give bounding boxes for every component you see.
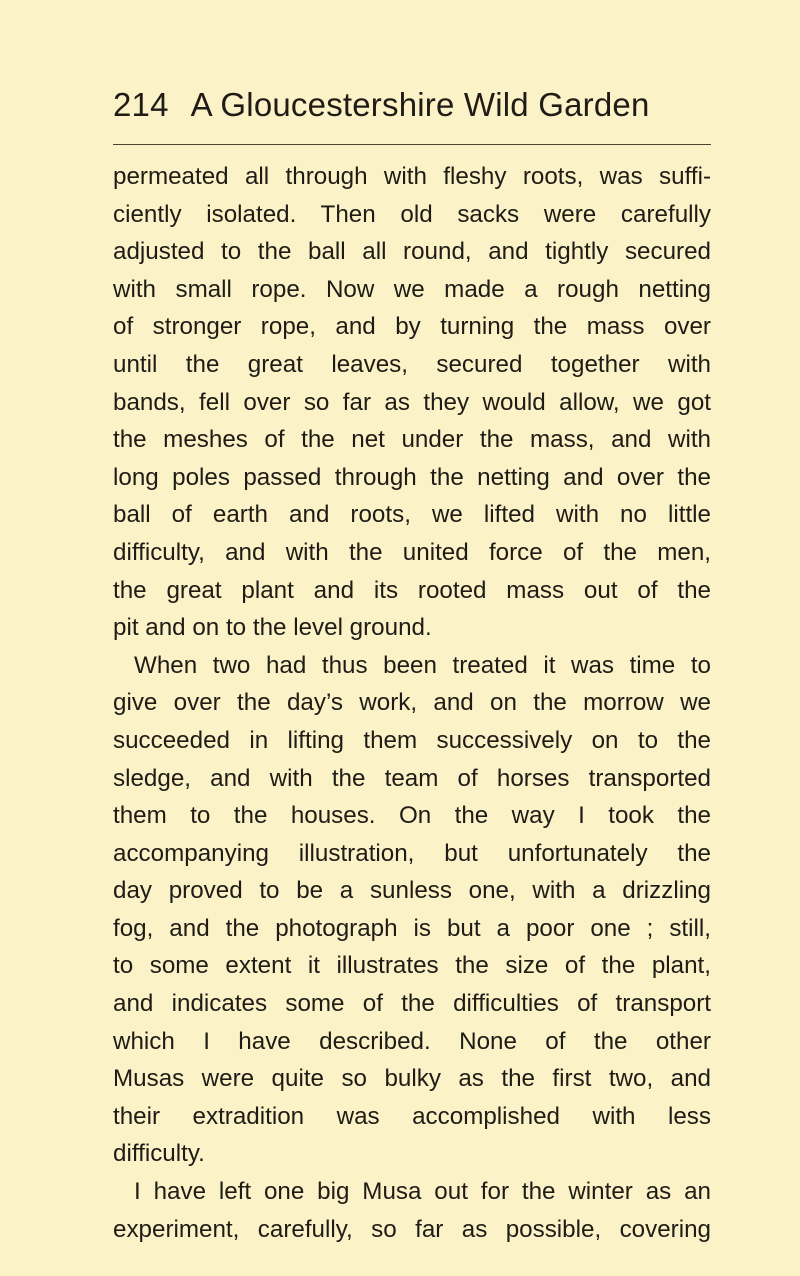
text-line: sledge, and with the team of horses transported: [113, 764, 711, 792]
page-header: [113, 86, 713, 136]
text-line: difficulty, and with the united force of the men,: [113, 538, 711, 566]
body-text: [113, 158, 711, 1248]
text-line: long poles passed through the netting and over the: [113, 463, 711, 491]
text-line: permeated all through with fleshy roots, was suffi-: [113, 163, 711, 190]
text-line: with small rope. Now we made a rough netting: [113, 275, 711, 303]
text-line: day proved to be a sunless one, with a drizzling: [113, 877, 711, 905]
paragraph-first-line: When two had thus been treated it was time to: [134, 651, 711, 679]
text-line: which I have described. None of the other: [113, 1027, 711, 1055]
running-title: A Gloucestershire Wild Garden: [190, 86, 650, 123]
page-number: 214: [113, 86, 169, 123]
text-line: accompanying illustration, but unfortunately the: [113, 839, 711, 867]
text-line: and indicates some of the difficulties of transport: [113, 990, 711, 1018]
text-line: ciently isolated. Then old sacks were carefully: [113, 200, 711, 228]
text-line: difficulty.: [113, 1140, 205, 1168]
text-line: fog, and the photograph is but a poor one ; still,: [113, 914, 711, 942]
text-line: experiment, carefully, so far as possible, covering: [113, 1215, 711, 1243]
text-line: adjusted to the ball all round, and tightly secured: [113, 238, 711, 266]
text-line: of stronger rope, and by turning the mass over: [113, 313, 711, 341]
text-line: the great plant and its rooted mass out of the: [113, 576, 711, 604]
text-line: Musas were quite so bulky as the first two, and: [113, 1065, 711, 1093]
text-line: give over the day’s work, and on the morrow we: [113, 689, 711, 717]
text-line: succeeded in lifting them successively on to the: [113, 726, 711, 754]
text-line: to some extent it illustrates the size of the plant,: [113, 952, 711, 980]
text-line: ball of earth and roots, we lifted with no little: [113, 501, 711, 529]
text-line: the meshes of the net under the mass, and with: [113, 426, 711, 454]
paragraph-first-line: I have left one big Musa out for the winter as an: [134, 1178, 711, 1206]
text-line: bands, fell over so far as they would allow, we got: [113, 388, 711, 416]
header-rule: [113, 144, 711, 145]
text-line: them to the houses. On the way I took the: [113, 802, 711, 830]
text-line: until the great leaves, secured together with: [113, 350, 711, 378]
text-line: pit and on to the level ground.: [113, 614, 432, 642]
text-line: their extradition was accomplished with less: [113, 1102, 711, 1130]
